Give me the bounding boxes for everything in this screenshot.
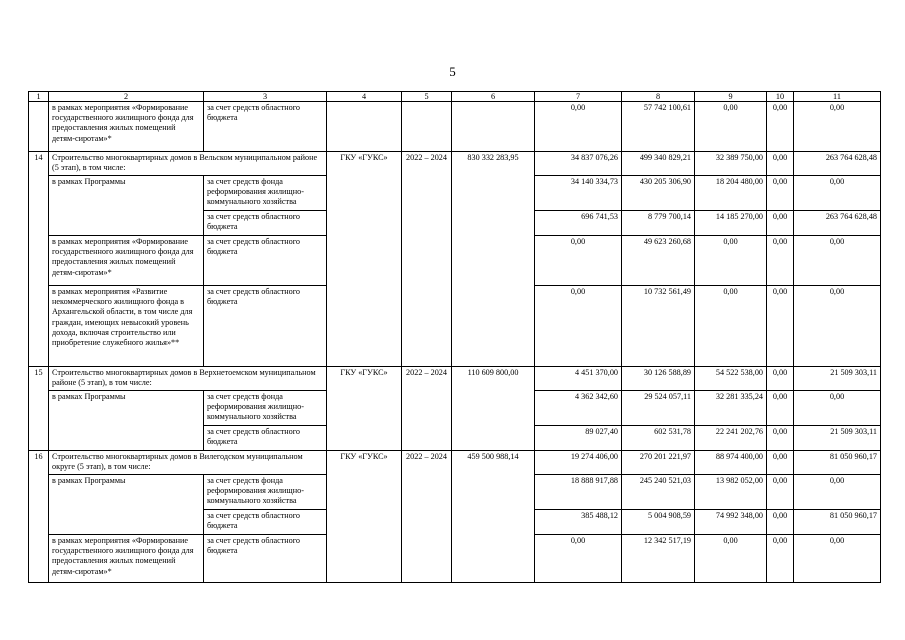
value-col7: 4 362 342,60 xyxy=(535,391,622,426)
value-col11: 0,00 xyxy=(794,475,881,510)
header-cell: 2 xyxy=(49,92,204,102)
value-col11: 21 509 303,11 xyxy=(794,426,881,451)
value-col11: 263 764 628,48 xyxy=(794,152,881,176)
total-amount: 830 332 283,95 xyxy=(452,152,535,367)
row-description: в рамках Программы xyxy=(49,391,204,451)
funding-source: за счет средств областного бюджета xyxy=(204,535,327,583)
header-cell: 6 xyxy=(452,92,535,102)
value-col8: 8 779 700,14 xyxy=(622,211,695,236)
value-col9: 54 522 538,00 xyxy=(695,367,767,391)
header-cell: 3 xyxy=(204,92,327,102)
funding-source: за счет средств областного бюджета xyxy=(204,286,327,367)
years xyxy=(402,102,452,152)
value-col8: 29 524 057,11 xyxy=(622,391,695,426)
value-col7: 385 488,12 xyxy=(535,510,622,535)
row-description: Строительство многоквартирных домов в Вельском муниципальном районе (5 этап), в том числе: xyxy=(49,152,327,176)
funding-source: за счет средств фонда реформирования жилищно-коммунального хозяйства xyxy=(204,176,327,211)
value-col8: 57 742 100,61 xyxy=(622,102,695,152)
header-cell: 1 xyxy=(29,92,49,102)
value-col10: 0,00 xyxy=(767,367,794,391)
funding-source: за счет средств областного бюджета xyxy=(204,426,327,451)
years: 2022 – 2024 xyxy=(402,152,452,367)
row-number: 16 xyxy=(29,451,49,583)
value-col11: 81 050 960,17 xyxy=(794,510,881,535)
total-amount: 459 500 988,14 xyxy=(452,451,535,583)
value-col8: 245 240 521,03 xyxy=(622,475,695,510)
value-col11: 0,00 xyxy=(794,102,881,152)
value-col9: 0,00 xyxy=(695,236,767,286)
program-table xyxy=(28,91,881,583)
value-col7: 34 140 334,73 xyxy=(535,176,622,211)
value-col11: 0,00 xyxy=(794,391,881,426)
value-col8: 270 201 221,97 xyxy=(622,451,695,475)
header-cell: 10 xyxy=(767,92,794,102)
value-col8: 430 205 306,90 xyxy=(622,176,695,211)
value-col10: 0,00 xyxy=(767,236,794,286)
value-col10: 0,00 xyxy=(767,391,794,426)
funding-source: за счет средств областного бюджета xyxy=(204,211,327,236)
value-col11: 0,00 xyxy=(794,535,881,583)
funding-source: за счет средств фонда реформирования жилищно-коммунального хозяйства xyxy=(204,391,327,426)
value-col9: 0,00 xyxy=(695,535,767,583)
table-row xyxy=(29,102,881,152)
value-col9: 18 204 480,00 xyxy=(695,176,767,211)
executor: ГКУ «ГУКС» xyxy=(327,367,402,451)
row-number: 15 xyxy=(29,367,49,451)
value-col11: 0,00 xyxy=(794,236,881,286)
row-description: Строительство многоквартирных домов в Верхнетоемском муниципальном районе (5 этап), в том числе: xyxy=(49,367,327,391)
value-col7: 19 274 406,00 xyxy=(535,451,622,475)
total-amount: 110 609 800,00 xyxy=(452,367,535,451)
value-col9: 22 241 202,76 xyxy=(695,426,767,451)
executor: ГКУ «ГУКС» xyxy=(327,152,402,367)
years: 2022 – 2024 xyxy=(402,367,452,451)
value-col11: 263 764 628,48 xyxy=(794,211,881,236)
page-number: 5 xyxy=(449,64,456,79)
value-col9: 32 281 335,24 xyxy=(695,391,767,426)
value-col10: 0,00 xyxy=(767,535,794,583)
value-col9: 74 992 348,00 xyxy=(695,510,767,535)
header-row xyxy=(29,92,881,102)
value-col10: 0,00 xyxy=(767,426,794,451)
value-col10: 0,00 xyxy=(767,102,794,152)
value-col10: 0,00 xyxy=(767,475,794,510)
value-col8: 10 732 561,49 xyxy=(622,286,695,367)
value-col7: 0,00 xyxy=(535,236,622,286)
value-col7: 0,00 xyxy=(535,286,622,367)
row-description: в рамках мероприятия «Формирование государственного жилищного фонда для предоставления жилых помещений детям-сиротам»* xyxy=(49,102,204,152)
value-col8: 12 342 517,19 xyxy=(622,535,695,583)
value-col10: 0,00 xyxy=(767,176,794,211)
value-col11: 81 050 960,17 xyxy=(794,451,881,475)
table-row xyxy=(29,152,881,176)
row-description: Строительство многоквартирных домов в Вилегодском муниципальном округе (5 этап), в том числе: xyxy=(49,451,327,475)
value-col7: 0,00 xyxy=(535,535,622,583)
value-col10: 0,00 xyxy=(767,286,794,367)
table-row xyxy=(29,451,881,475)
funding-source: за счет средств областного бюджета xyxy=(204,236,327,286)
header-cell: 8 xyxy=(622,92,695,102)
value-col7: 4 451 370,00 xyxy=(535,367,622,391)
executor: ГКУ «ГУКС» xyxy=(327,451,402,583)
value-col7: 34 837 076,26 xyxy=(535,152,622,176)
executor xyxy=(327,102,402,152)
value-col8: 49 623 260,68 xyxy=(622,236,695,286)
value-col9: 32 389 750,00 xyxy=(695,152,767,176)
funding-source: за счет средств областного бюджета xyxy=(204,102,327,152)
table-row xyxy=(29,367,881,391)
value-col7: 89 027,40 xyxy=(535,426,622,451)
value-col7: 0,00 xyxy=(535,102,622,152)
header-cell: 7 xyxy=(535,92,622,102)
row-number xyxy=(29,102,49,152)
value-col10: 0,00 xyxy=(767,152,794,176)
value-col8: 499 340 829,21 xyxy=(622,152,695,176)
header-cell: 9 xyxy=(695,92,767,102)
value-col7: 18 888 917,88 xyxy=(535,475,622,510)
years: 2022 – 2024 xyxy=(402,451,452,583)
value-col10: 0,00 xyxy=(767,510,794,535)
funding-source: за счет средств фонда реформирования жилищно-коммунального хозяйства xyxy=(204,475,327,510)
value-col9: 0,00 xyxy=(695,102,767,152)
row-description: в рамках мероприятия «Формирование государственного жилищного фонда для предоставления жилых помещений детям-сиротам»* xyxy=(49,535,204,583)
value-col11: 21 509 303,11 xyxy=(794,367,881,391)
value-col9: 0,00 xyxy=(695,286,767,367)
header-cell: 5 xyxy=(402,92,452,102)
header-cell: 4 xyxy=(327,92,402,102)
total-amount xyxy=(452,102,535,152)
value-col11: 0,00 xyxy=(794,286,881,367)
header-cell: 11 xyxy=(794,92,881,102)
value-col11: 0,00 xyxy=(794,176,881,211)
value-col10: 0,00 xyxy=(767,451,794,475)
value-col9: 88 974 400,00 xyxy=(695,451,767,475)
value-col9: 13 982 052,00 xyxy=(695,475,767,510)
row-number: 14 xyxy=(29,152,49,367)
row-description: в рамках мероприятия «Развитие некоммерческого жилищного фонда в Архангельской области, в том числе для граждан, имеющих невысокий уровень дохода, включая строительство или приобретение служебного жилья»** xyxy=(49,286,204,367)
row-description: в рамках Программы xyxy=(49,176,204,236)
row-description: в рамках мероприятия «Формирование государственного жилищного фонда для предоставления жилых помещений детям-сиротам»* xyxy=(49,236,204,286)
value-col10: 0,00 xyxy=(767,211,794,236)
value-col9: 14 185 270,00 xyxy=(695,211,767,236)
value-col7: 696 741,53 xyxy=(535,211,622,236)
value-col8: 5 004 908,59 xyxy=(622,510,695,535)
funding-source: за счет средств областного бюджета xyxy=(204,510,327,535)
value-col8: 30 126 588,89 xyxy=(622,367,695,391)
value-col8: 602 531,78 xyxy=(622,426,695,451)
row-description: в рамках Программы xyxy=(49,475,204,535)
